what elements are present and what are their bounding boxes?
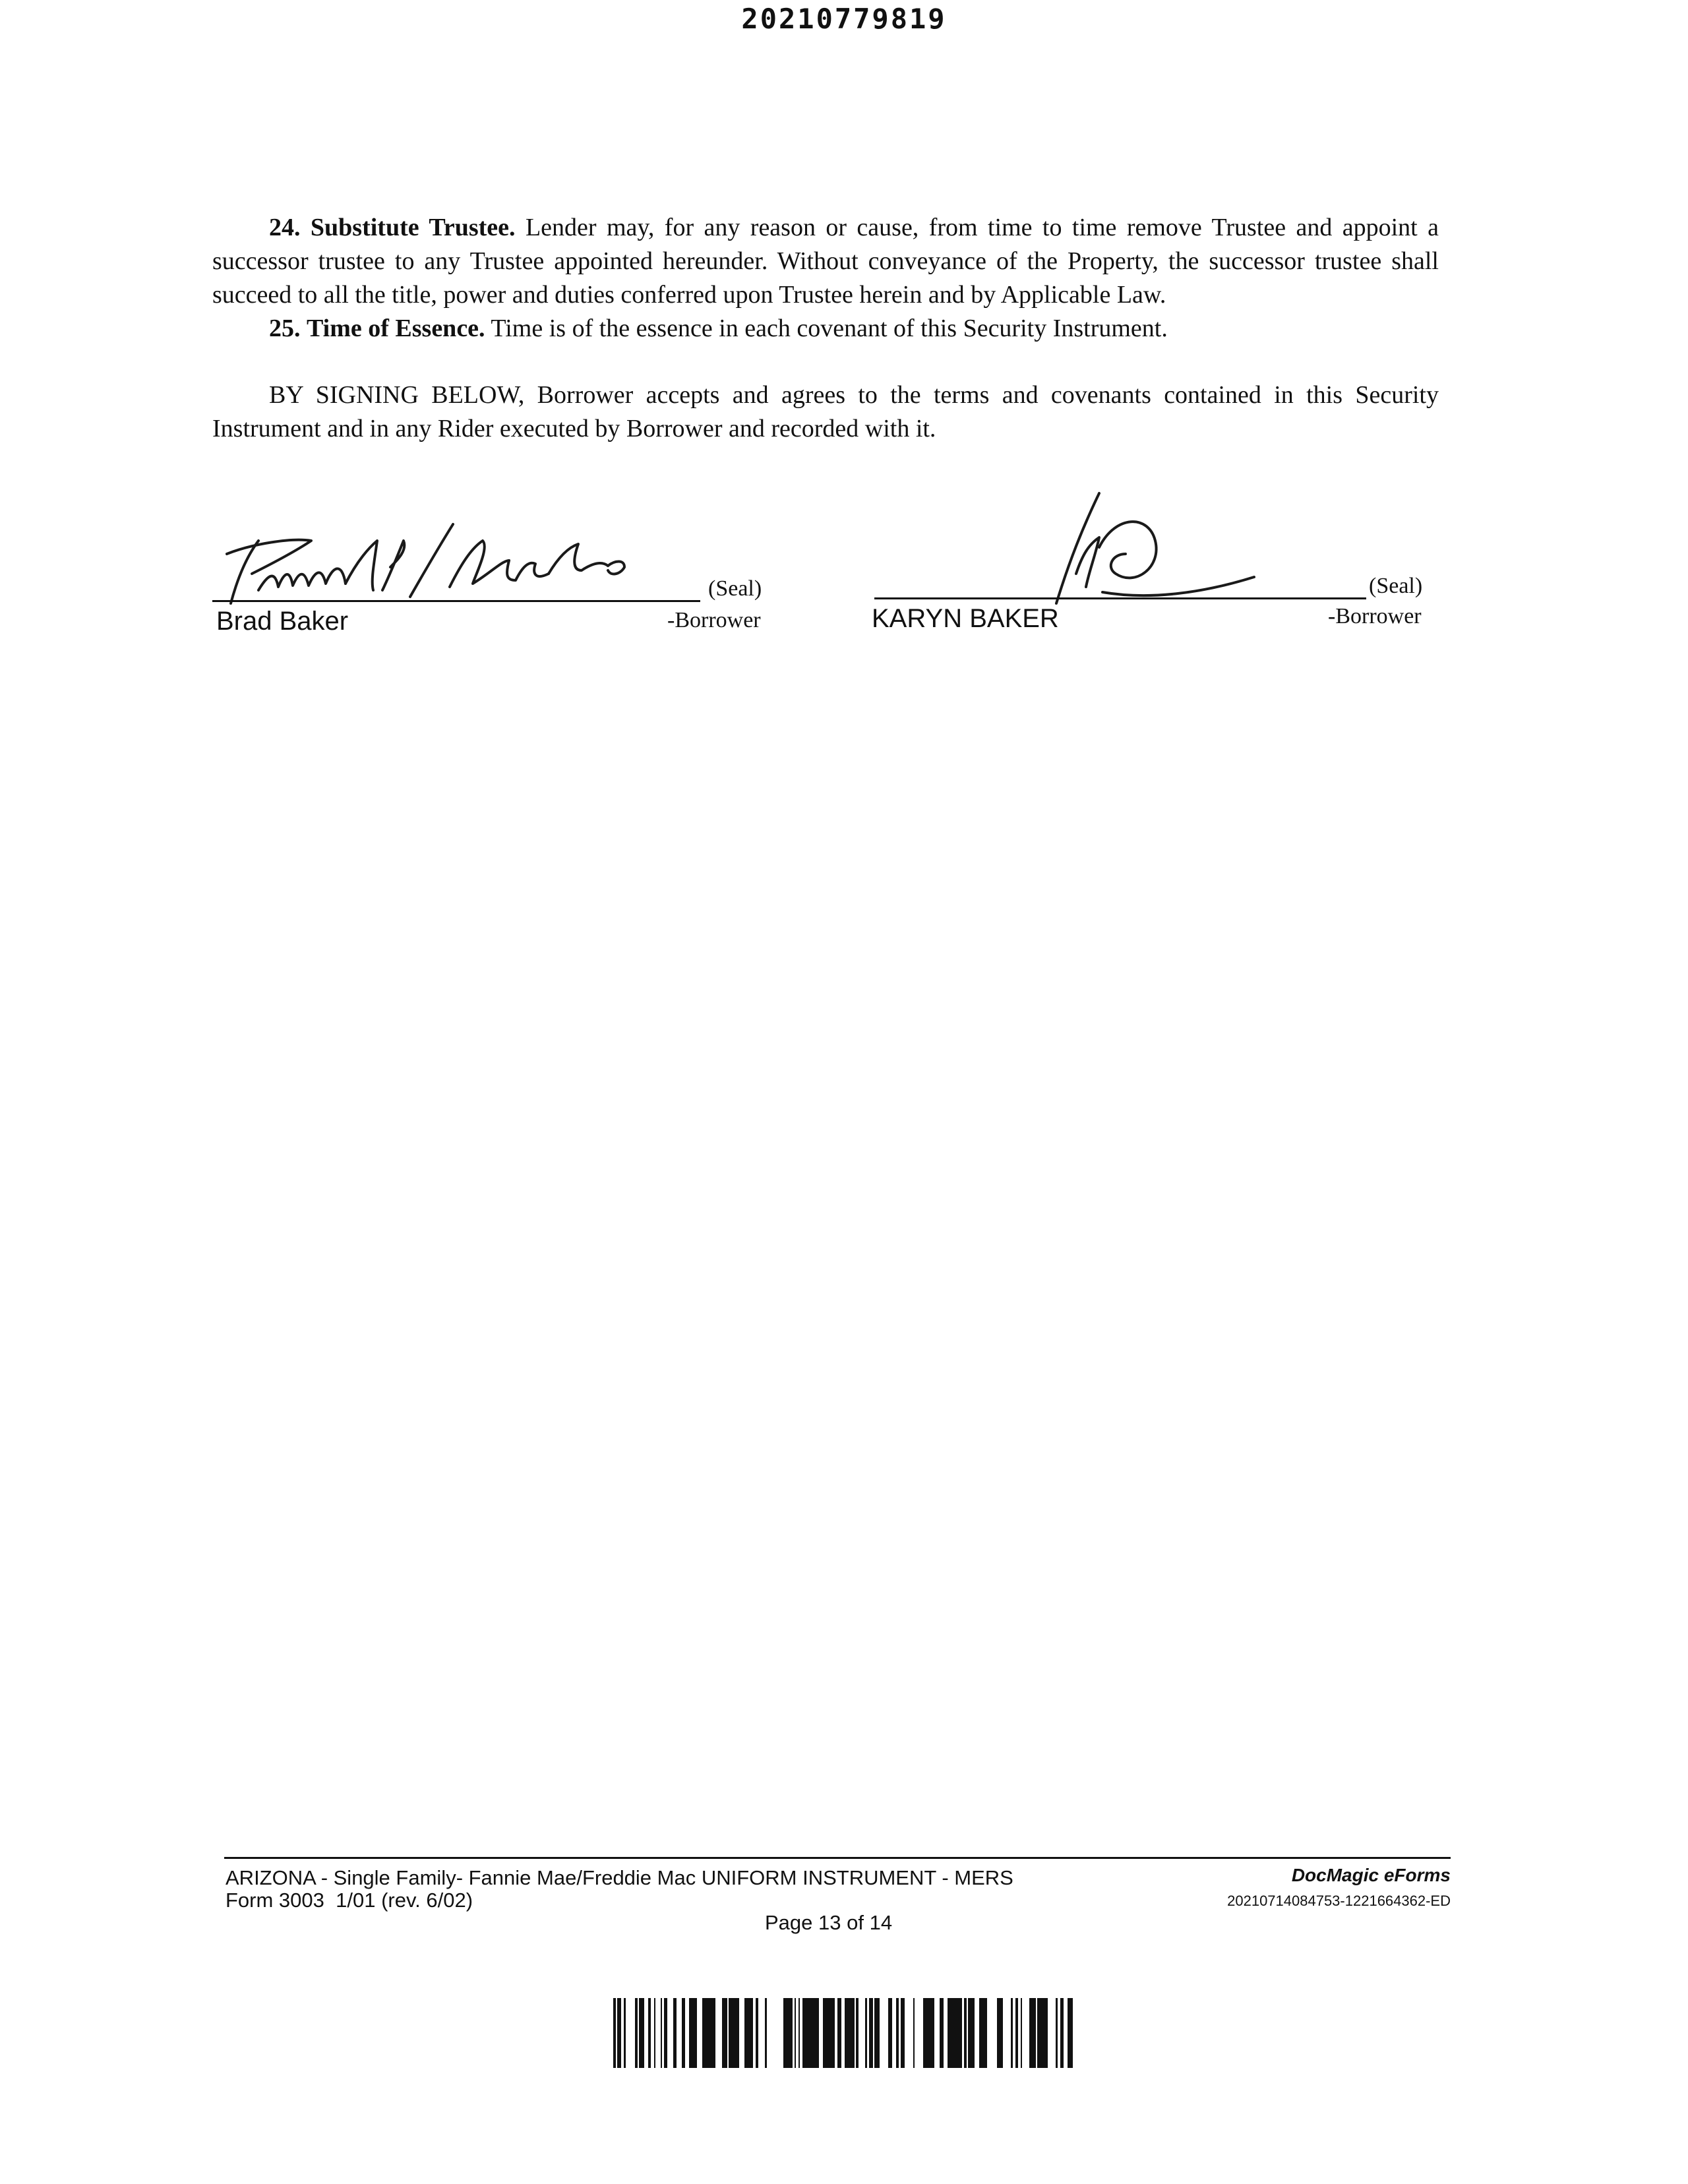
barcode-bar <box>913 1998 915 2068</box>
barcode-bar <box>845 1998 848 2068</box>
seal-label: (Seal) <box>1369 574 1423 598</box>
barcode-bar <box>888 1998 892 2068</box>
barcode-bar <box>648 1998 651 2068</box>
barcode-bar <box>789 1998 793 2068</box>
barcode-bar <box>809 1998 812 2068</box>
barcode-bar <box>725 1998 727 2068</box>
barcode-bar <box>926 1998 928 2068</box>
barcode-bar <box>639 1998 643 2068</box>
section-text: Time is of the essence in each covenant of this Security Instrument. <box>491 315 1168 342</box>
barcode-bar <box>878 1998 880 2068</box>
barcode-bar <box>613 1998 616 2068</box>
barcode-bar <box>787 1998 789 2068</box>
barcode-bar <box>731 1998 733 2068</box>
barcode-bar <box>948 1998 951 2068</box>
barcode-bar <box>643 1998 644 2068</box>
barcode-bar <box>722 1998 725 2068</box>
barcode-bar <box>765 1998 767 2068</box>
barcode-bar <box>1045 1998 1048 2068</box>
section-title: Substitute Trustee. <box>310 214 516 241</box>
barcode-bar <box>968 1998 972 2068</box>
barcode-bar <box>902 1998 905 2068</box>
barcode-bar <box>932 1998 934 2068</box>
barcode-bar <box>816 1998 819 2068</box>
borrower-role-label: -Borrower <box>667 608 761 632</box>
barcode-bar <box>837 1998 841 2068</box>
barcode-bar <box>1068 1998 1070 2068</box>
docmagic-logo: DocMagic eForms <box>1291 1865 1451 1885</box>
barcode-bar <box>957 1998 958 2068</box>
form-title: ARIZONA - Single Family- Fannie Mae/Freddie Mac UNIFORM INSTRUMENT - MERS <box>226 1866 1013 1889</box>
signature-line <box>212 600 700 602</box>
barcode-bar <box>692 1998 694 2068</box>
barcode-bar <box>1041 1998 1045 2068</box>
footer-rule <box>224 1857 1451 1859</box>
signer-name: Brad Baker <box>216 607 349 636</box>
barcode-bar <box>941 1998 944 2068</box>
barcode-bar <box>1015 1998 1018 2068</box>
barcode-image <box>613 1998 1075 2068</box>
barcode-bar <box>748 1998 751 2068</box>
barcode-bar <box>751 1998 753 2068</box>
signer-name: KARYN BAKER <box>872 604 1059 633</box>
barcode-bar <box>654 1998 655 2068</box>
barcode-bar <box>635 1998 638 2068</box>
barcode-bar <box>756 1998 758 2068</box>
barcode-bar <box>808 1998 809 2068</box>
barcode-bar <box>702 1998 704 2068</box>
barcode-bar <box>865 1998 867 2068</box>
signature-line <box>874 597 1366 599</box>
barcode-bar <box>729 1998 731 2068</box>
barcode-bar <box>624 1998 626 2068</box>
barcode-bar <box>661 1998 662 2068</box>
barcode-bar <box>848 1998 851 2068</box>
barcode-bar <box>999 1998 1003 2068</box>
page-number: Page 13 of 14 <box>765 1911 893 1934</box>
barcode-bar <box>694 1998 697 2068</box>
barcode-bar <box>1070 1998 1073 2068</box>
barcode-bar <box>735 1998 738 2068</box>
barcode-bar <box>664 1998 665 2068</box>
barcode-bar <box>799 1998 800 2068</box>
signature-block-brad-baker <box>212 475 773 646</box>
barcode-bar <box>673 1998 677 2068</box>
barcode-bar <box>689 1998 692 2068</box>
signing-statement: BY SIGNING BELOW, Borrower accepts and agrees to the terms and covenants contained in this Security Instrument and in any Rider executed by Borrower and recorded with it. <box>212 381 1439 442</box>
barcode-bar <box>795 1998 796 2068</box>
section-number: 25. <box>269 315 301 342</box>
barcode-bar <box>984 1998 987 2068</box>
barcode-bar <box>620 1998 621 2068</box>
barcode-bar <box>997 1998 999 2068</box>
barcode-bar <box>874 1998 876 2068</box>
barcode-bar <box>856 1998 859 2068</box>
barcode-bar <box>896 1998 899 2068</box>
barcode-bar <box>665 1998 667 2068</box>
barcode-bar <box>823 1998 826 2068</box>
barcode-bar <box>704 1998 708 2068</box>
barcode-bar <box>738 1998 739 2068</box>
barcode-bar <box>940 1998 941 2068</box>
barcode-bar <box>826 1998 829 2068</box>
barcode-bar <box>958 1998 962 2068</box>
barcode-bar <box>876 1998 878 2068</box>
barcode-bar <box>812 1998 816 2068</box>
document-number: 20210779819 <box>741 3 947 35</box>
barcode-bar <box>708 1998 712 2068</box>
section-number: 24. <box>269 214 301 241</box>
barcode-bar <box>1060 1998 1064 2068</box>
barcode-bar <box>901 1998 902 2068</box>
barcode-bar <box>1011 1998 1013 2068</box>
barcode-bar <box>972 1998 975 2068</box>
form-number: Form 3003 1/01 (rev. 6/02) <box>226 1889 473 1912</box>
barcode-bar <box>923 1998 926 2068</box>
document-reference-code: 20210714084753-1221664362-ED <box>1227 1893 1451 1909</box>
page-footer <box>224 1857 1451 1936</box>
section-title: Time of Essence. <box>307 315 485 342</box>
barcode-bar <box>831 1998 835 2068</box>
signature-block-karyn-baker <box>872 475 1439 646</box>
barcode-bar <box>964 1998 967 2068</box>
section-text: Lender may, for any reason or cause, from time to time remove Trustee and appoint a successor trustee to any Trustee appointed hereunder. Without conveyance of the Property, the successor trustee shall succeed to all the title, power and duties conferred upon Trustee herein and by Applicable Law. <box>212 214 1439 309</box>
section-25 <box>212 312 1439 346</box>
barcode-bar <box>802 1998 805 2068</box>
barcode-bar <box>733 1998 735 2068</box>
barcode-bar <box>981 1998 984 2068</box>
barcode-bar <box>783 1998 785 2068</box>
document-body <box>212 211 1439 446</box>
barcode-bar <box>869 1998 873 2068</box>
barcode-bar <box>617 1998 620 2068</box>
barcode-bar <box>1037 1998 1041 2068</box>
barcode-bar <box>829 1998 831 2068</box>
seal-label: (Seal) <box>708 576 762 601</box>
barcode-bar <box>851 1998 855 2068</box>
barcode-bar <box>1021 1998 1022 2068</box>
barcode-bar <box>951 1998 955 2068</box>
section-24 <box>212 211 1439 312</box>
barcode-bar <box>1029 1998 1032 2068</box>
barcode-bar <box>1032 1998 1036 2068</box>
barcode-bar <box>1056 1998 1058 2068</box>
barcode-bar <box>805 1998 808 2068</box>
barcode-bar <box>682 1998 685 2068</box>
barcode-bar <box>979 1998 981 2068</box>
barcode-bar <box>744 1998 748 2068</box>
barcode-bar <box>928 1998 932 2068</box>
borrower-role-label: -Borrower <box>1328 604 1422 628</box>
barcode-bar <box>712 1998 715 2068</box>
barcode-bar <box>955 1998 957 2068</box>
barcode-bar <box>785 1998 787 2068</box>
